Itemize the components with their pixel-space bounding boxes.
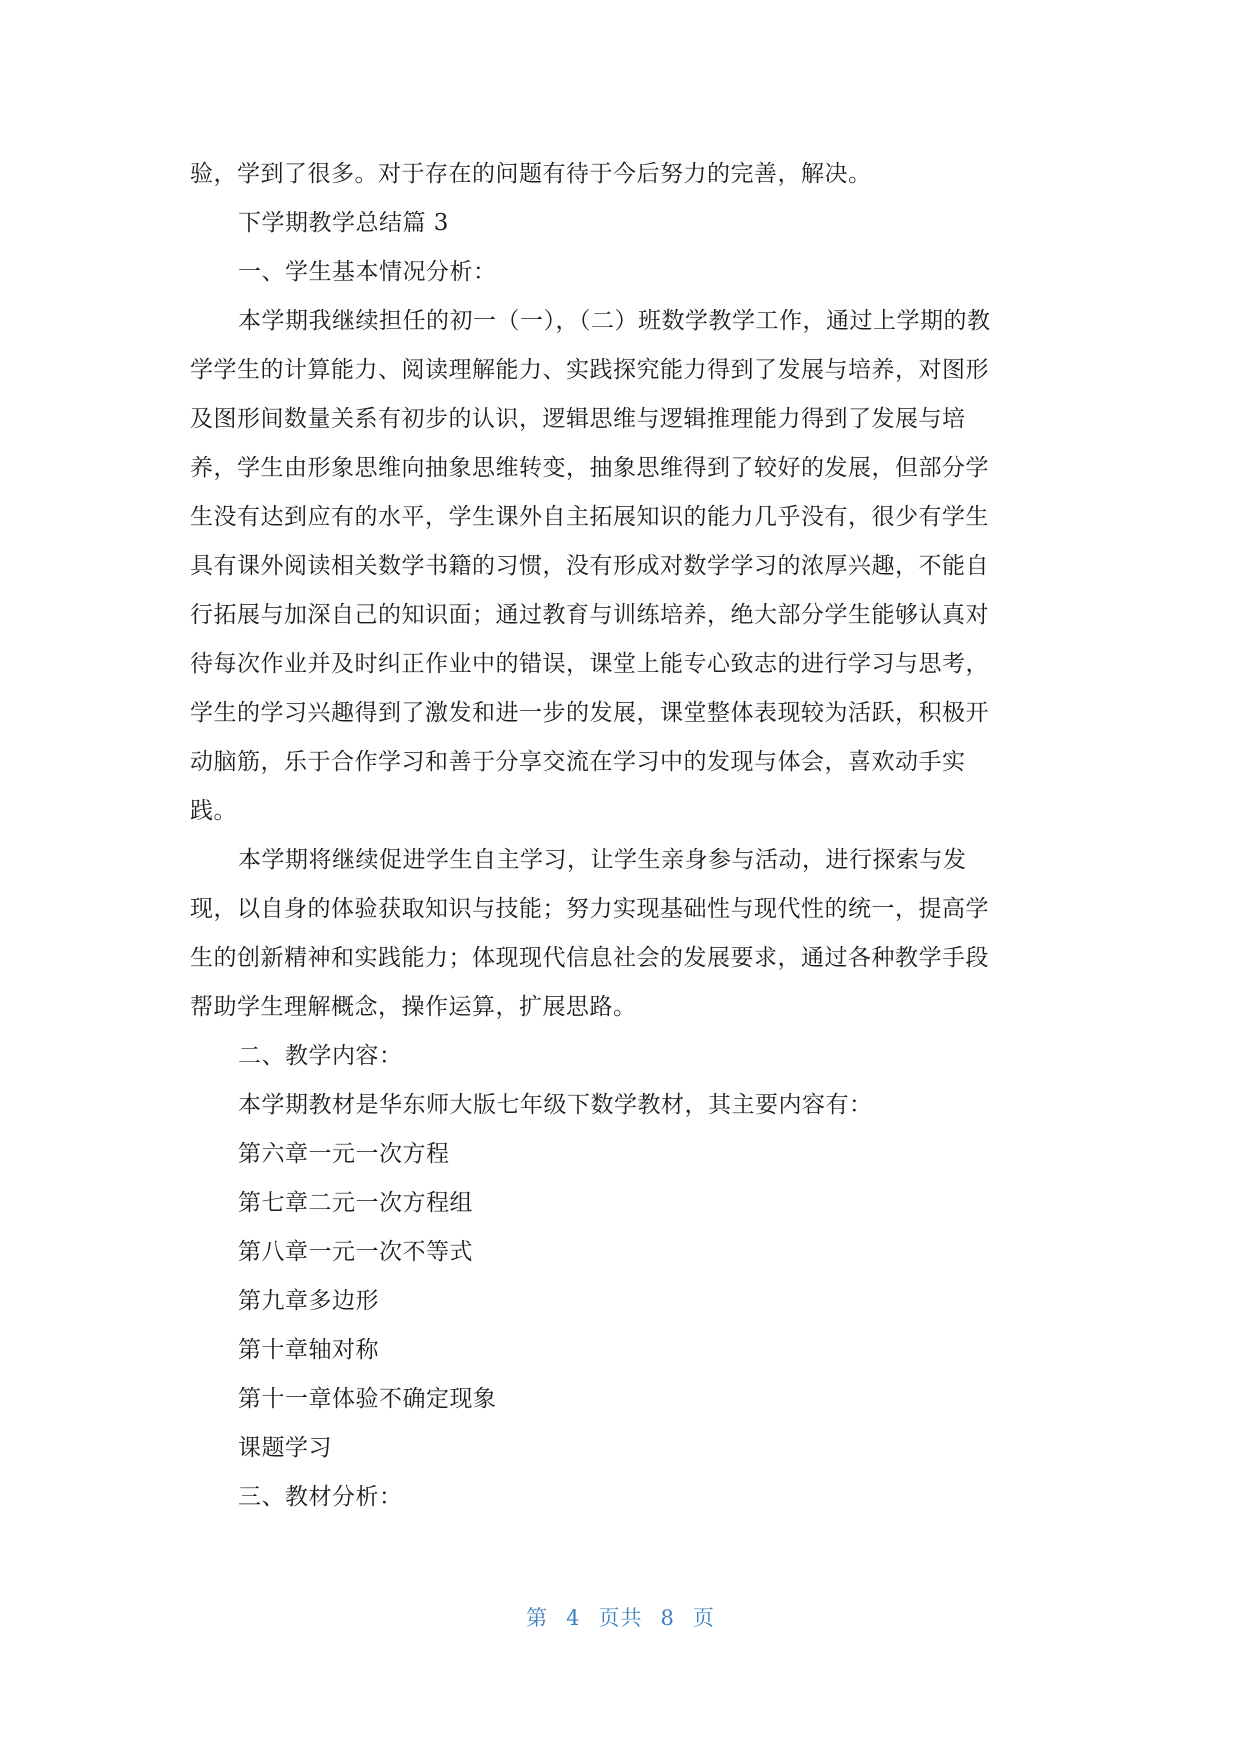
text-line: 现，以自身的体验获取知识与技能；努力实现基础性与现代性的统一，提高学: [190, 896, 989, 922]
text-line: 行拓展与加深自己的知识面；通过教育与训练培养，绝大部分学生能够认真对: [190, 602, 989, 628]
text-line: 践。: [190, 798, 237, 824]
text-line: 生的创新精神和实践能力；体现现代信息社会的发展要求，通过各种教学手段: [190, 945, 989, 971]
text-line: 及图形间数量关系有初步的认识，逻辑思维与逻辑推理能力得到了发展与培: [190, 406, 966, 432]
chapter-item: 课题学习: [238, 1435, 332, 1461]
text-line: 验，学到了很多。对于存在的问题有待于今后努力的完善，解决。: [190, 161, 872, 187]
text-line: 本学期将继续促进学生自主学习，让学生亲身参与活动，进行探索与发: [238, 847, 967, 873]
text-line: 本学期我继续担任的初一（一），（二）班数学教学工作，通过上学期的教: [238, 308, 991, 334]
chapter-item: 第九章多边形: [238, 1288, 379, 1314]
text-line: 具有课外阅读相关数学书籍的习惯，没有形成对数学学习的浓厚兴趣，不能自: [190, 553, 989, 579]
chapter-item: 第十章轴对称: [238, 1337, 379, 1363]
text-line: 本学期教材是华东师大版七年级下数学教材，其主要内容有：: [238, 1092, 873, 1118]
text-line: 学学生的计算能力、阅读理解能力、实践探究能力得到了发展与培养，对图形: [190, 357, 989, 383]
page-footer: [0, 1602, 1241, 1632]
chapter-item: 第八章一元一次不等式: [238, 1239, 473, 1265]
footer-ye-gong: 页共: [598, 1606, 643, 1630]
section-heading: 三、教材分析：: [238, 1484, 403, 1510]
text-line: 待每次作业并及时纠正作业中的错误，课堂上能专心致志的进行学习与思考，: [190, 651, 989, 677]
footer-ye: 页: [692, 1606, 715, 1630]
section-heading: 二、教学内容：: [238, 1043, 403, 1069]
text-line: 帮助学生理解概念，操作运算，扩展思路。: [190, 994, 637, 1020]
section-title: 下学期教学总结篇 3: [238, 210, 449, 236]
footer-current-page: 4: [566, 1606, 581, 1630]
section-heading: 一、学生基本情况分析：: [238, 259, 497, 285]
footer-di: 第: [526, 1606, 549, 1630]
document-body: [190, 150, 1052, 1522]
chapter-item: 第七章二元一次方程组: [238, 1190, 473, 1216]
text-line: 生没有达到应有的水平，学生课外自主拓展知识的能力几乎没有，很少有学生: [190, 504, 989, 530]
text-line: 学生的学习兴趣得到了激发和进一步的发展，课堂整体表现较为活跃，积极开: [190, 700, 989, 726]
footer-total-pages: 8: [660, 1606, 675, 1630]
chapter-item: 第十一章体验不确定现象: [238, 1386, 497, 1412]
text-line: 养，学生由形象思维向抽象思维转变，抽象思维得到了较好的发展，但部分学: [190, 455, 989, 481]
text-line: 动脑筋，乐于合作学习和善于分享交流在学习中的发现与体会，喜欢动手实: [190, 749, 966, 775]
chapter-item: 第六章一元一次方程: [238, 1141, 450, 1167]
